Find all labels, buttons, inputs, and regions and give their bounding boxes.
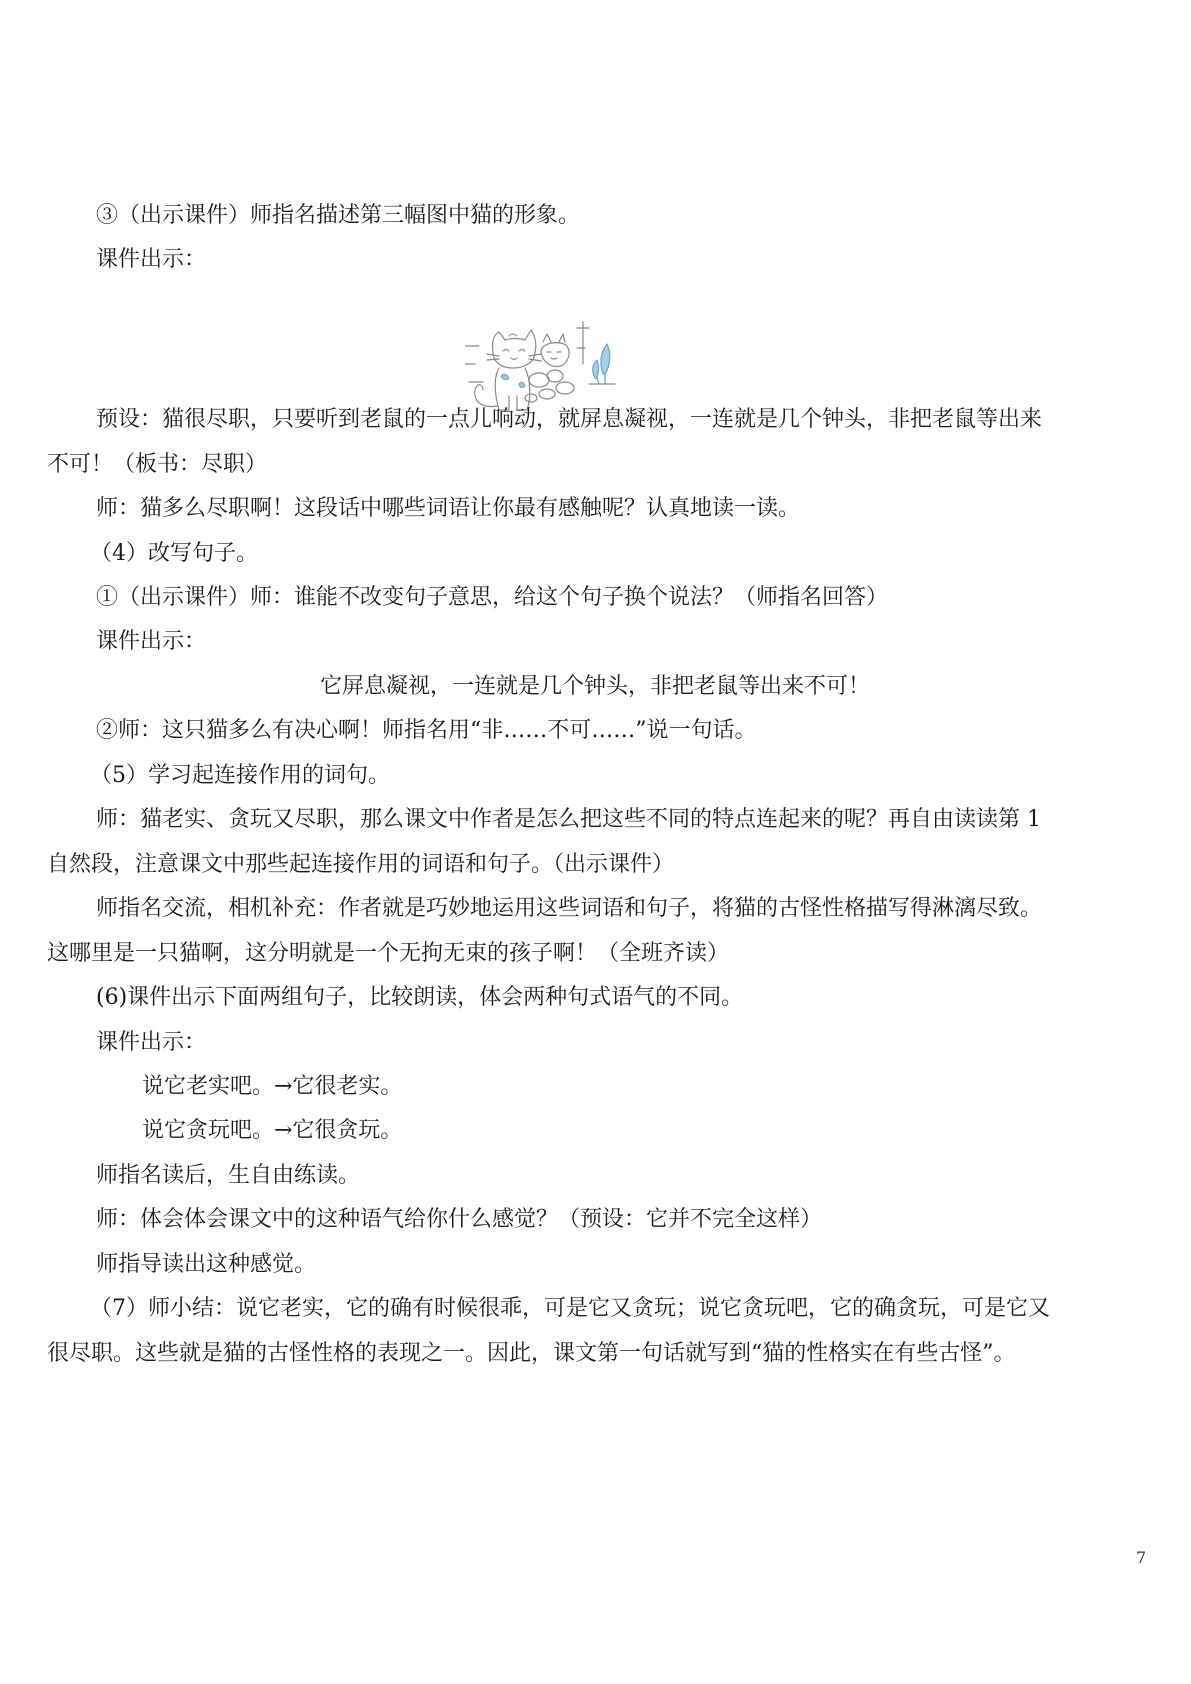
paragraph-line: （7）师小结：说它老实，它的确有时候很乖，可是它又贪玩；说它贪玩吧，它的确贪玩，可是它又 [90,1296,1051,1321]
paragraph-line: 师：猫老实、贪玩又尽职，那么课文中作者是怎么把这些不同的特点连起来的呢？再自由读读第 1 [96,807,1041,832]
example-sentence: 说它老实吧。→它很老实。 [142,1074,403,1099]
paragraph-line: ①（出示课件）师：谁能不改变句子意思，给这个句子换个说法？（师指名回答） [96,585,889,610]
paragraph-line: 不可！（板书：尽职） [47,452,268,477]
paragraph-line: 师：猫多么尽职啊！这段话中哪些词语让你最有感触呢？认真地读一读。 [96,496,801,521]
paragraph-line: 这哪里是一只猫啊，这分明就是一个无拘无束的孩子啊！（全班齐读） [47,941,730,966]
paragraph-line: 自然段，注意课文中那些起连接作用的词语和句子。（出示课件） [47,852,675,877]
paragraph-line: 课件出示： [96,629,207,654]
page-number: 7 [1136,1548,1147,1567]
example-sentence: 说它贪玩吧。→它很贪玩。 [142,1118,403,1143]
paragraph-line: 课件出示： [96,247,207,272]
paragraph-line: 师指导读出这种感觉。 [96,1252,317,1277]
paragraph-line: ③（出示课件）师指名描述第三幅图中猫的形象。 [96,203,581,228]
paragraph-line: 预设：猫很尽职，只要听到老鼠的一点儿响动，就屏息凝视，一连就是几个钟头，非把老鼠等出来 [96,407,1043,432]
quoted-sentence: 它屏息凝视，一连就是几个钟头，非把老鼠等出来不可！ [320,674,871,699]
paragraph-line: 师指名交流，相机补充：作者就是巧妙地运用这些词语和句子，将猫的古怪性格描写得淋漓尽致。 [96,896,1043,921]
paragraph-line: 课件出示： [96,1030,207,1055]
paragraph-line: 很尽职。这些就是猫的古怪性格的表现之一。因此，课文第一句话就写到“猫的性格实在有些古怪”。 [47,1341,1016,1366]
paragraph-line: 师指名读后，生自由练读。 [96,1163,361,1188]
paragraph-line: (6)课件出示下面两组句子，比较朗读，体会两种句式语气的不同。 [96,985,744,1010]
paragraph-line: （5）学习起连接作用的词句。 [90,763,390,788]
paragraph-line: （4）改写句子。 [90,541,258,566]
paragraph-line: 师：体会体会课文中的这种语气给你什么感觉？（预设：它并不完全这样） [96,1207,823,1232]
paragraph-line: ②师：这只猫多么有决心啊！师指名用“非……不可……”说一句话。 [96,718,757,743]
